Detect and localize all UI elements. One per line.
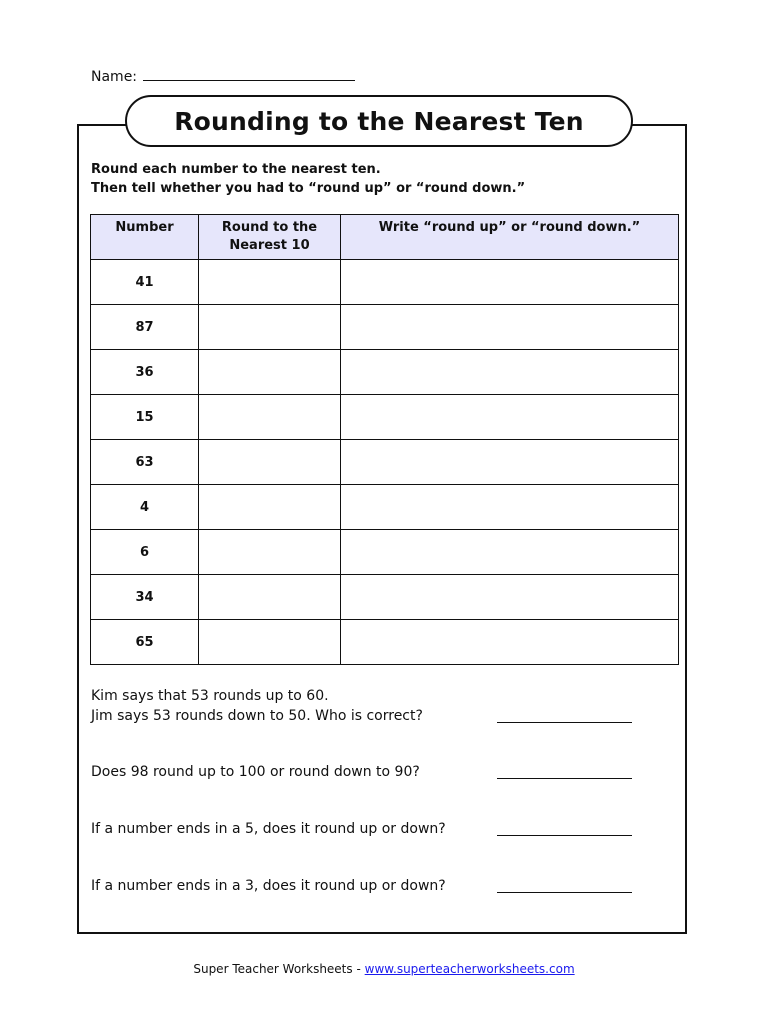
instruction-line-1: Round each number to the nearest ten. (91, 162, 381, 177)
table-row (91, 485, 679, 530)
rounded-answer-cell[interactable] (199, 575, 341, 620)
direction-answer-cell[interactable] (341, 485, 679, 530)
question-1-line-2: Jim says 53 rounds down to 50. Who is correct? (91, 708, 423, 724)
question-3 (91, 819, 651, 839)
question-4-answer-line[interactable] (497, 892, 632, 893)
number-cell: 65 (91, 620, 199, 665)
direction-answer-cell[interactable] (341, 260, 679, 305)
table-row (91, 350, 679, 395)
rounded-answer-cell[interactable] (199, 440, 341, 485)
question-1-line-1: Kim says that 53 rounds up to 60. (91, 688, 329, 704)
question-1 (91, 686, 651, 726)
number-cell: 6 (91, 530, 199, 575)
instructions (91, 160, 525, 198)
rounded-answer-cell[interactable] (199, 350, 341, 395)
number-cell: 41 (91, 260, 199, 305)
header-round-line-2: Nearest 10 (229, 238, 310, 253)
footer (0, 962, 768, 976)
question-2-answer-line[interactable] (497, 778, 632, 779)
direction-answer-cell[interactable] (341, 620, 679, 665)
table-row (91, 305, 679, 350)
table-header-row (91, 215, 679, 260)
rounded-answer-cell[interactable] (199, 305, 341, 350)
table-row (91, 530, 679, 575)
table-row (91, 395, 679, 440)
footer-link[interactable]: www.superteacherworksheets.com (364, 962, 575, 976)
footer-brand: Super Teacher Worksheets (193, 962, 353, 976)
direction-answer-cell[interactable] (341, 575, 679, 620)
name-label: Name: (91, 69, 138, 85)
header-round (199, 215, 341, 260)
direction-answer-cell[interactable] (341, 350, 679, 395)
direction-answer-cell[interactable] (341, 395, 679, 440)
number-cell: 15 (91, 395, 199, 440)
header-write: Write “round up” or “round down.” (341, 215, 679, 260)
rounded-answer-cell[interactable] (199, 260, 341, 305)
worksheet-title: Rounding to the Nearest Ten (174, 106, 584, 136)
instruction-line-2: Then tell whether you had to “round up” or “round down.” (91, 181, 526, 196)
direction-answer-cell[interactable] (341, 305, 679, 350)
direction-answer-cell[interactable] (341, 530, 679, 575)
number-cell: 4 (91, 485, 199, 530)
header-number: Number (91, 215, 199, 260)
rounded-answer-cell[interactable] (199, 530, 341, 575)
title-banner (125, 95, 633, 147)
question-3-answer-line[interactable] (497, 835, 632, 836)
table-row (91, 440, 679, 485)
name-blank-line[interactable] (143, 66, 355, 81)
rounded-answer-cell[interactable] (199, 395, 341, 440)
table-row (91, 260, 679, 305)
number-cell: 34 (91, 575, 199, 620)
question-4-text: If a number ends in a 3, does it round up or down? (91, 878, 446, 894)
rounded-answer-cell[interactable] (199, 620, 341, 665)
number-cell: 36 (91, 350, 199, 395)
number-cell: 87 (91, 305, 199, 350)
question-2 (91, 762, 651, 782)
rounding-table (90, 214, 679, 665)
table-row (91, 620, 679, 665)
rounded-answer-cell[interactable] (199, 485, 341, 530)
name-field-row (91, 66, 355, 85)
direction-answer-cell[interactable] (341, 440, 679, 485)
number-cell: 63 (91, 440, 199, 485)
question-3-text: If a number ends in a 5, does it round up or down? (91, 821, 446, 837)
question-1-answer-line[interactable] (497, 722, 632, 723)
question-4 (91, 876, 651, 896)
table-row (91, 575, 679, 620)
header-round-line-1: Round to the (221, 220, 318, 235)
footer-separator: - (356, 962, 361, 976)
question-2-text: Does 98 round up to 100 or round down to 90? (91, 764, 420, 780)
